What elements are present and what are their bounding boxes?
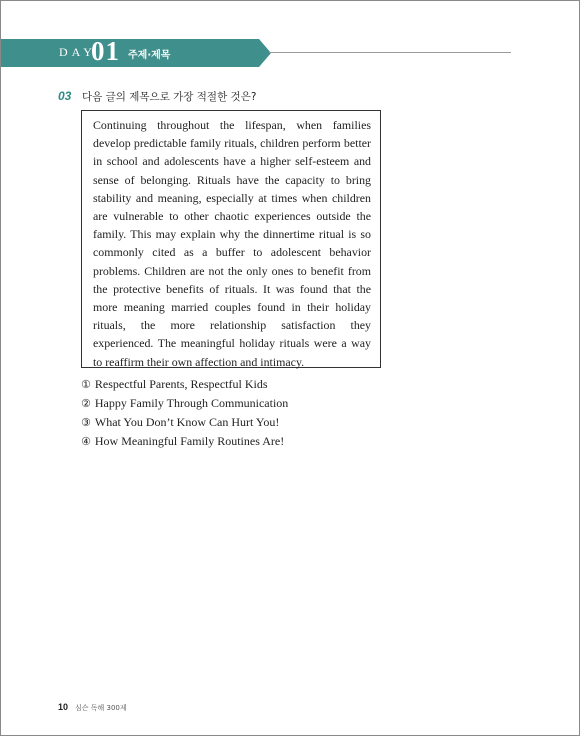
- choice-1-text: Respectful Parents, Respectful Kids: [94, 377, 268, 391]
- passage-box: [81, 110, 381, 368]
- choice-3-text: What You Don’t Know Can Hurt You!: [94, 415, 280, 429]
- passage-text: Continuing throughout the lifespan, when families develop predictable family rituals, children perform better in school and adolescents have a higher self-esteem and sense of belonging. Rituals have the capacity to bring stability and meaning, especially at times when children are vulnerable to other chaotic experiences outside the family. This may explain why the dinnertime ritual is so commonly cited as a buffer to adolescent behavior problems. Children are not the only ones to benefit from the protective benefits of rituals. It was found that the more meaning married couples found in their holiday rituals, the more relationship satisfaction they experienced. The meaningful holiday rituals were a way to reaffirm their own affection and intimacy.: [93, 118, 371, 369]
- day-topic: 주제·제목: [128, 50, 171, 61]
- header-divider: [269, 52, 511, 53]
- day-number: 01: [91, 36, 120, 66]
- choice-3[interactable]: [81, 413, 288, 432]
- question-prompt: 다음 글의 제목으로 가장 적절한 것은?: [82, 91, 257, 103]
- footer-page-number: 10: [58, 702, 69, 712]
- question-number: 03: [58, 89, 72, 103]
- choice-4[interactable]: [81, 432, 288, 451]
- choice-4-text: How Meaningful Family Routines Are!: [94, 434, 285, 448]
- choice-3-mark: ③: [81, 416, 91, 429]
- footer-book-title: 심슨 독해 300제: [75, 704, 127, 712]
- choice-2[interactable]: [81, 394, 288, 413]
- answer-choices: [81, 375, 288, 451]
- choice-2-mark: ②: [81, 397, 91, 410]
- choice-4-mark: ④: [81, 435, 91, 448]
- choice-2-text: Happy Family Through Communication: [94, 396, 289, 410]
- choice-1[interactable]: [81, 375, 288, 394]
- day-label: DAY: [59, 45, 96, 59]
- choice-1-mark: ①: [81, 378, 91, 391]
